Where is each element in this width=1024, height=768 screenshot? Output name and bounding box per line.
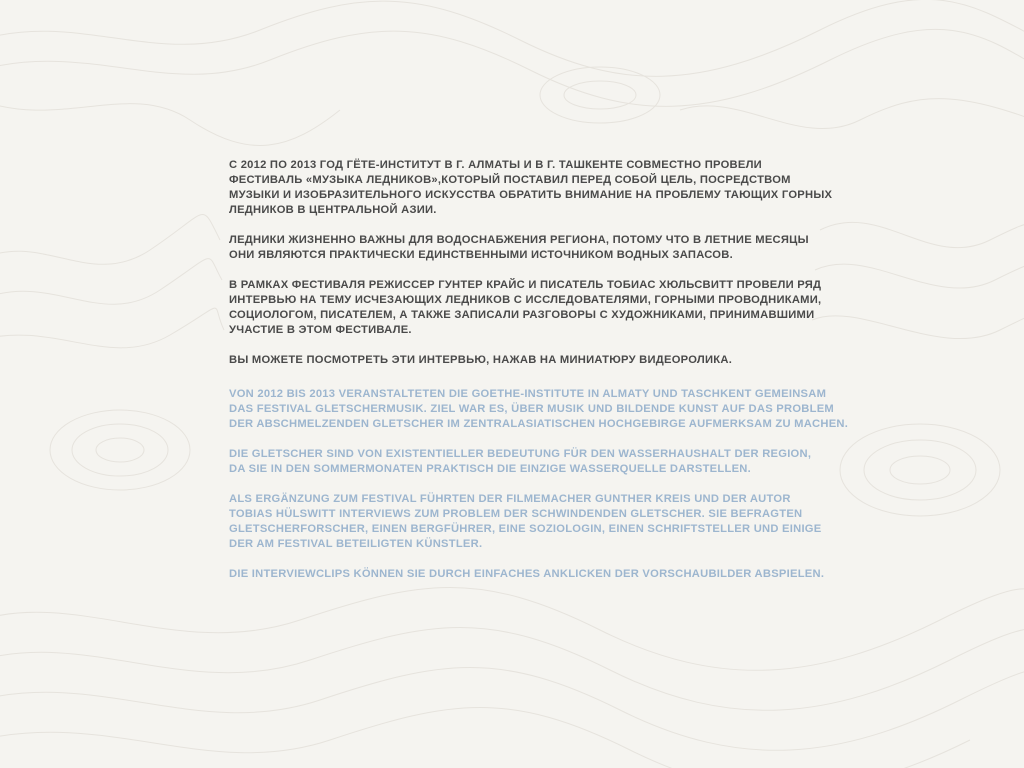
text-line: DAS FESTIVAL GLETSCHERMUSIK. ZIEL WAR ES, ÜBER MUSIK UND BILDENDE KUNST AUF DAS PROBLEM	[229, 403, 834, 415]
text-line: DA SIE IN DEN SOMMERMONATEN PRAKTISCH DIE EINZIGE WASSERQUELLE DARSTELLEN.	[229, 463, 751, 475]
text-line: УЧАСТИЕ В ЭТОМ ФЕСТИВАЛЕ.	[229, 324, 412, 336]
text-line: ОНИ ЯВЛЯЮТСЯ ПРАКТИЧЕСКИ ЕДИНСТВЕННЫМИ ИСТОЧНИКОМ ВОДНЫХ ЗАПАСОВ.	[229, 249, 733, 261]
text-line: GLETSCHERFORSCHER, EINEN BERGFÜHRER, EINE SOZIOLOGIN, EINEN SCHRIFTSTELLER UND EINIGE	[229, 523, 822, 535]
text-line: VON 2012 BIS 2013 VERANSTALTETEN DIE GOETHE-INSTITUTE IN ALMATY UND TASCHKENT GEMEINSAM	[229, 388, 827, 400]
text-line: ЛЕДНИКИ ЖИЗНЕННО ВАЖНЫ ДЛЯ ВОДОСНАБЖЕНИЯ РЕГИОНА, ПОТОМУ ЧТО В ЛЕТНИЕ МЕСЯЦЫ	[229, 234, 809, 246]
russian-paragraph-1	[229, 158, 833, 218]
german-paragraph-3	[229, 492, 822, 552]
russian-paragraph-2	[229, 233, 809, 263]
text-line: DIE GLETSCHER SIND VON EXISTENTIELLER BEDEUTUNG FÜR DEN WASSERHAUSHALT DER REGION,	[229, 448, 812, 460]
text-line: DIE INTERVIEWCLIPS KÖNNEN SIE DURCH EINFACHES ANKLICKEN DER VORSCHAUBILDER ABSPIELEN.	[229, 568, 825, 580]
text-line: С 2012 ПО 2013 ГОД ГЁТЕ-ИНСТИТУТ В Г. АЛМАТЫ И В Г. ТАШКЕНТЕ СОВМЕСТНО ПРОВЕЛИ	[229, 159, 762, 171]
text-line: ВЫ МОЖЕТЕ ПОСМОТРЕТЬ ЭТИ ИНТЕРВЬЮ, НАЖАВ НА МИНИАТЮРУ ВИДЕОРОЛИКА.	[229, 354, 733, 366]
text-line: ИНТЕРВЬЮ НА ТЕМУ ИСЧЕЗАЮЩИХ ЛЕДНИКОВ С ИССЛЕДОВАТЕЛЯМИ, ГОРНЫМИ ПРОВОДНИКАМИ,	[229, 294, 822, 306]
main-content	[229, 158, 849, 582]
text-line: ALS ERGÄNZUNG ZUM FESTIVAL FÜHRTEN DER FILMEMACHER GUNTHER KREIS UND DER AUTOR	[229, 493, 791, 505]
german-paragraph-1	[229, 387, 849, 432]
russian-paragraph-4	[229, 353, 809, 368]
german-paragraph-4	[229, 567, 825, 582]
text-line: ФЕСТИВАЛЬ «МУЗЫКА ЛЕДНИКОВ»,КОТОРЫЙ ПОСТАВИЛ ПЕРЕД СОБОЙ ЦЕЛЬ, ПОСРЕДСТВОМ	[229, 174, 791, 186]
text-line: СОЦИОЛОГОМ, ПИСАТЕЛЕМ, А ТАКЖЕ ЗАПИСАЛИ РАЗГОВОРЫ С ХУДОЖНИКАМИ, ПРИНИМАВШИМИ	[229, 309, 815, 321]
russian-description	[229, 158, 833, 368]
german-description	[229, 387, 849, 582]
text-line: TOBIAS HÜLSWITT INTERVIEWS ZUM PROBLEM DER SCHWINDENDEN GLETSCHER. SIE BEFRAGTEN	[229, 508, 803, 520]
text-line: ЛЕДНИКОВ В ЦЕНТРАЛЬНОЙ АЗИИ.	[229, 204, 437, 216]
text-line: В РАМКАХ ФЕСТИВАЛЯ РЕЖИССЕР ГУНТЕР КРАЙС И ПИСАТЕЛЬ ТОБИАС ХЮЛЬСВИТТ ПРОВЕЛИ РЯД	[229, 279, 822, 291]
text-line: DER AM FESTIVAL BETEILIGTEN KÜNSTLER.	[229, 538, 483, 550]
russian-paragraph-3	[229, 278, 822, 338]
german-paragraph-2	[229, 447, 812, 477]
text-line: МУЗЫКИ И ИЗОБРАЗИТЕЛЬНОГО ИСКУССТВА ОБРАТИТЬ ВНИМАНИЕ НА ПРОБЛЕМУ ТАЮЩИХ ГОРНЫХ	[229, 189, 833, 201]
text-line: DER ABSCHMELZENDEN GLETSCHER IM ZENTRALASIATISCHEN HOCHGEBIRGE AUFMERKSAM ZU MACHEN.	[229, 418, 849, 430]
